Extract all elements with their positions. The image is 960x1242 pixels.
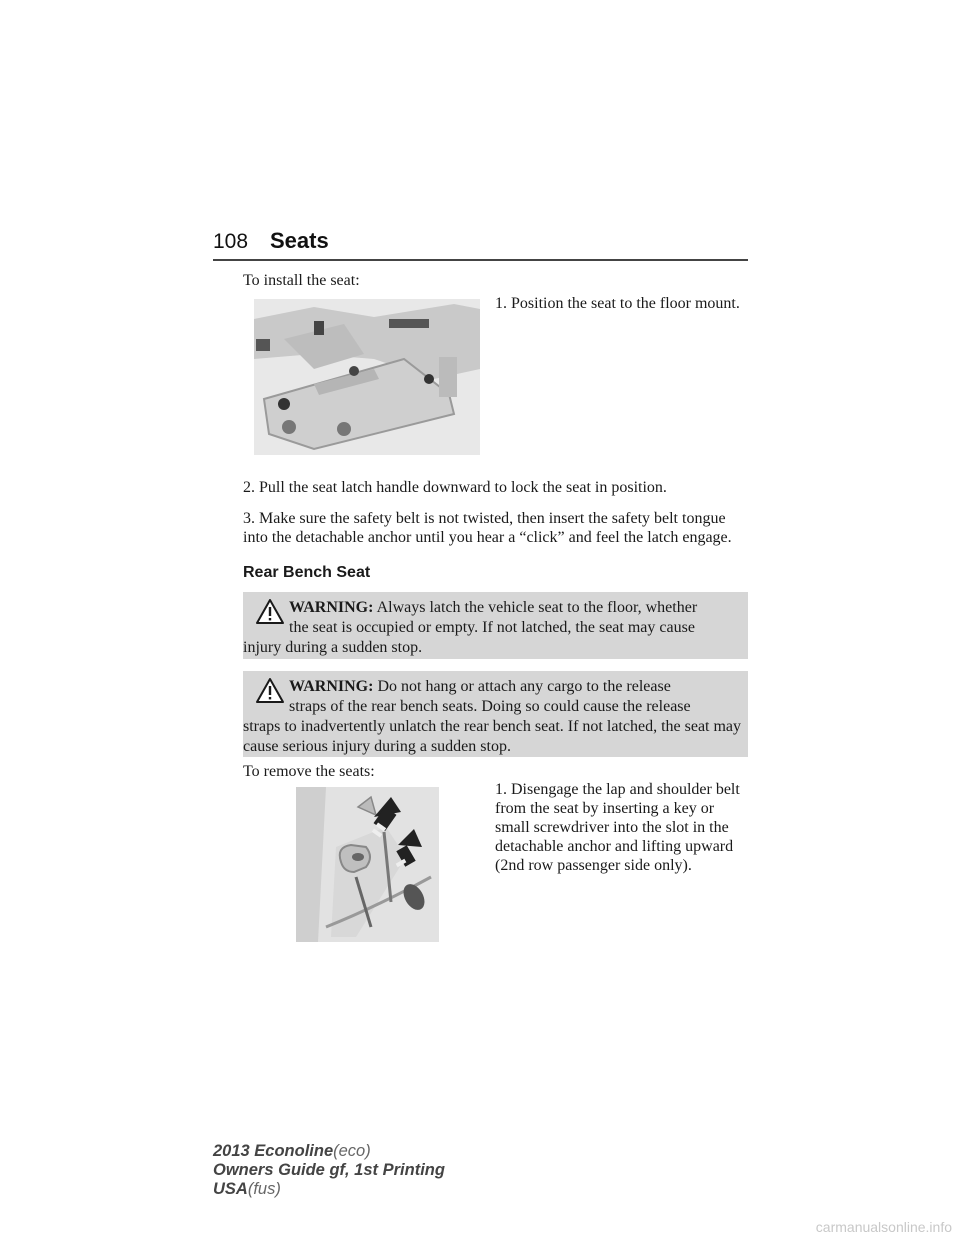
warning-box-latch [243, 592, 748, 659]
remove-intro: To remove the seats: [243, 763, 375, 780]
warning-line-2: straps of the rear bench seats. Doing so could cause the release [289, 698, 691, 715]
footer-guide: Owners Guide gf, 1st Printing [213, 1161, 445, 1179]
warning-label: WARNING: [289, 599, 374, 616]
watermark-text[interactable]: carmanualsonline.info [815, 1219, 952, 1235]
rear-bench-heading: Rear Bench Seat [243, 564, 371, 581]
warning-line-1: Always latch the vehicle seat to the floor, whether [376, 599, 698, 616]
header-rule [213, 259, 748, 261]
anchor-drawing [296, 787, 439, 942]
warning-line-2: the seat is occupied or empty. If not latched, the seat may cause [289, 619, 695, 636]
footer-model-code: (eco) [333, 1142, 371, 1160]
document-footer [213, 1142, 445, 1199]
install-step-3: 3. Make sure the safety belt is not twisted, then insert the safety belt tongue into the detachable anchor until you hear a “click” and feel the latch engage. [243, 510, 732, 546]
warning-line-1: Do not hang or attach any cargo to the release [377, 678, 671, 695]
install-step-2: 2. Pull the seat latch handle downward to lock the seat in position. [243, 479, 667, 496]
warning-label: WARNING: [289, 678, 374, 695]
warning-triangle-icon [255, 677, 285, 704]
seat-floor-mount-illustration [254, 299, 480, 455]
detachable-anchor-illustration [296, 787, 439, 942]
install-step-1: 1. Position the seat to the floor mount. [495, 295, 740, 312]
warning-text-rest: straps to inadvertently unlatch the rear bench seat. If not latched, the seat may cause serious injury during a sudden stop. [243, 718, 742, 755]
footer-market: USA [213, 1180, 248, 1198]
warning-box-cargo [243, 671, 748, 757]
footer-market-code: (fus) [247, 1180, 281, 1198]
footer-model: 2013 Econoline [213, 1142, 334, 1160]
seat-mount-drawing [254, 299, 480, 455]
page-number: 108 [213, 230, 249, 253]
warning-triangle-icon [255, 598, 285, 625]
remove-step-1: 1. Disengage the lap and shoulder belt from the seat by inserting a key or small screwdriver into the slot in the detachable anchor and lifting upward (2nd row passenger side only). [495, 781, 740, 874]
warning-text-rest: injury during a sudden stop. [243, 639, 423, 656]
section-title: Seats [270, 228, 329, 253]
install-intro: To install the seat: [243, 272, 360, 289]
